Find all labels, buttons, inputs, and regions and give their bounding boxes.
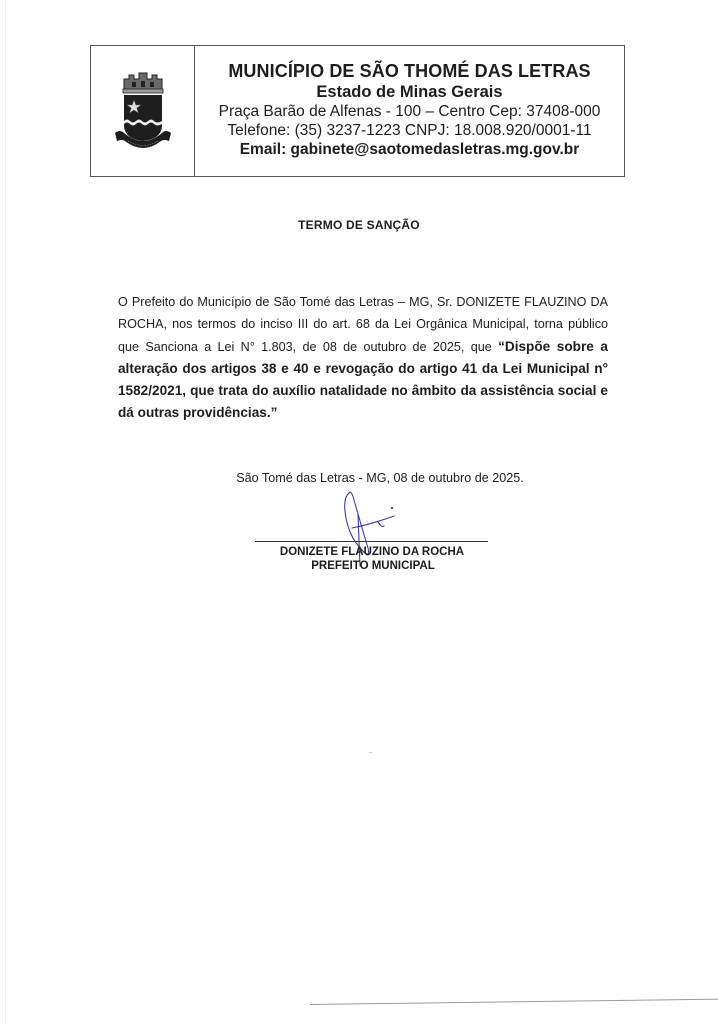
phone-cnpj-line: Telefone: (35) 3237-1223 CNPJ: 18.008.920/0001-11 [227,122,592,139]
law-summary-bold: “Dispõe sobre a alteração dos artigos 38 e 40 e revogação do artigo 41 da Lei Municipal n° 1582/2021, que trata do auxílio natalidade no âmbito da assistência social e dá outras providências.” [118,338,608,421]
scan-speck [369,752,372,753]
scan-edge-bottom [310,999,718,1005]
scan-edge-left [5,0,6,1024]
coat-of-arms-icon [112,69,174,153]
signer-name: DONIZETE FLAUZINO DA ROCHA [279,546,465,558]
state-name: Estado de Minas Gerais [316,83,503,101]
address-line: Praça Barão de Alfenas - 100 – Centro Cep: 37408-000 [218,103,601,120]
place-and-date: São Tomé das Letras - MG, 08 de outubro de 2025. [236,471,524,485]
letterhead-text [195,46,624,176]
municipality-title: MUNICÍPIO DE SÃO THOMÉ DAS LETRAS [228,61,591,81]
logo-cell [91,46,195,176]
signature-line [255,541,488,542]
body-paragraph [118,291,608,425]
email-line: Email: gabinete@saotomedasletras.mg.gov.br [239,141,580,158]
signer-role: PREFEITO MUNICIPAL [311,560,435,572]
letterhead [90,45,625,177]
document-title: TERMO DE SANÇÃO [298,218,420,232]
body-text-regular: O Prefeito do Município de São Tomé das Letras – MG, Sr. DONIZETE FLAUZINO DA ROCHA, nos termos do inciso III do art. 68 da Lei Orgânica Municipal, torna público que Sanciona a Lei N° 1.803, de 08 de outubro de 2025, que [118,295,608,354]
